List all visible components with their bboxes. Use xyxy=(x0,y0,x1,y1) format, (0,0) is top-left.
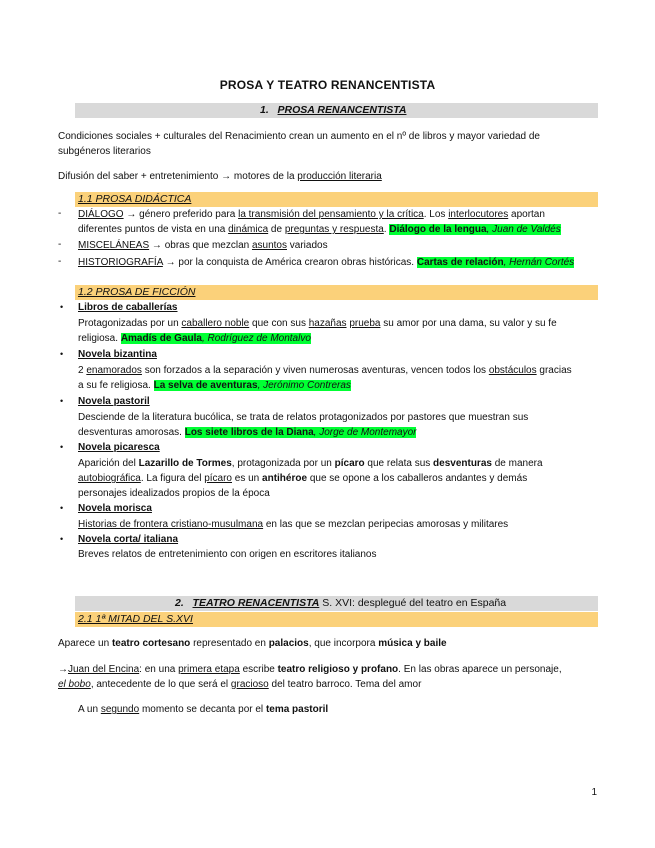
teatro-line-4: A un segundo momento se decanta por el tema pastoril xyxy=(78,704,329,715)
pastoril-line-2: desventuras amorosas. Los siete libros de la Diana, Jorge de Montemayor xyxy=(78,427,417,438)
corta-heading: Novela corta/ italiana xyxy=(78,534,179,545)
caballerias-heading: Libros de caballerías xyxy=(78,302,178,313)
teatro-line-1: Aparece un teatro cortesano representado en palacios, que incorpora música y baile xyxy=(58,638,447,649)
bizantina-line-2: a su fe religiosa. La selva de aventuras, Jerónimo Contreras xyxy=(78,380,351,391)
miscelaneas-line: MISCELÁNEAS → obras que mezclan asuntos variados xyxy=(78,240,328,251)
section-1-header xyxy=(75,103,598,118)
highlight-author: , Jorge de Montemayor xyxy=(313,427,417,438)
bullet-icon: • xyxy=(60,302,64,312)
caballerias-line-1: Protagonizadas por un caballero noble que con sus hazañas prueba su amor por una dama, su valor y su fe xyxy=(78,318,557,329)
intro-line-3: Difusión del saber + entretenimiento → motores de la producción literaria xyxy=(58,171,382,182)
highlight-author: , Hernán Cortés xyxy=(503,257,575,268)
section-2-number: 2. xyxy=(175,597,184,609)
section-1-1-header xyxy=(75,192,598,207)
bullet-icon: • xyxy=(60,442,64,452)
section-1-1-title: 1.1 PROSA DIDÁCTICA xyxy=(78,193,192,205)
highlight-work: Los siete libros de la Diana xyxy=(184,427,314,438)
picaresca-heading: Novela picaresca xyxy=(78,442,160,453)
caballerias-line-2: religiosa. Amadís de Gaula, Rodríguez de Montalvo xyxy=(78,333,311,344)
section-1-2-title: 1.2 PROSA DE FICCIÓN xyxy=(78,286,196,298)
corta-line-1: Breves relatos de entretenimiento con origen en escritores italianos xyxy=(78,549,377,560)
dash-bullet: - xyxy=(58,208,62,219)
page-number: 1 xyxy=(591,787,597,798)
dash-bullet: - xyxy=(58,256,62,267)
section-1-number: 1. xyxy=(260,104,269,116)
bullet-icon: • xyxy=(60,503,64,513)
bullet-icon: • xyxy=(60,396,64,406)
highlight-work: Amadís de Gaula xyxy=(120,333,202,344)
highlight-author: , Rodríguez de Montalvo xyxy=(201,333,311,344)
bullet-icon: • xyxy=(60,534,64,544)
highlight-author: , Jerónimo Contreras xyxy=(257,380,351,391)
highlight-work: Cartas de relación xyxy=(416,257,504,268)
morisca-line-1: Historias de frontera cristiano-musulmana en las que se mezclan peripecias amorosas y militares xyxy=(78,519,509,530)
picaresca-line-2: autobiográfica. La figura del pícaro es un antihéroe que se opone a los caballeros andantes y demás xyxy=(78,473,528,484)
pastoril-line-1: Desciende de la literatura bucólica, se trata de relatos protagonizados por pastores que muestran sus xyxy=(78,412,529,423)
teatro-line-2: →Juan del Encina: en una primera etapa escribe teatro religioso y profano. En las obras aparece un personaje, xyxy=(58,664,562,675)
section-2-1-header xyxy=(75,612,598,627)
intro-line-1: Condiciones sociales + culturales del Renacimiento crean un aumento en el nº de libros y mayor variedad de xyxy=(58,131,540,142)
picaresca-line-1: Aparición del Lazarillo de Tormes, protagonizada por un pícaro que relata sus desventuras de manera xyxy=(78,458,543,469)
highlight-author: , Juan de Valdés xyxy=(486,224,561,235)
morisca-heading: Novela morisca xyxy=(78,503,152,514)
section-1-2-header xyxy=(75,285,598,300)
bullet-icon: • xyxy=(60,349,64,359)
pastoril-heading: Novela pastoril xyxy=(78,396,150,407)
section-2-1-title: 2.1 1ª MITAD DEL S.XVI xyxy=(78,613,193,625)
highlight-work: La selva de aventuras xyxy=(153,380,258,391)
section-2-subtitle: S. XVI: desplegué del teatro en España xyxy=(319,597,507,609)
page-title: PROSA Y TEATRO RENANCENTISTA xyxy=(219,78,436,92)
section-2-header xyxy=(75,596,598,611)
historiografia-line: HISTORIOGRAFÍA → por la conquista de América crearon obras históricas. Cartas de relación, Hernán Cortés xyxy=(78,257,575,268)
arrow-icon: → xyxy=(58,664,68,675)
section-2-title: TEATRO RENACENTISTA xyxy=(192,597,320,609)
highlight-work: Diálogo de la lengua xyxy=(389,224,487,235)
bizantina-heading: Novela bizantina xyxy=(78,349,157,360)
dash-bullet: - xyxy=(58,239,62,250)
dialogo-line-1: DIÁLOGO → género preferido para la transmisión del pensamiento y la crítica. Los interlocutores aportan xyxy=(78,209,545,220)
section-1-title: PROSA RENANCENTISTA xyxy=(277,104,407,116)
bizantina-line-1: 2 enamorados son forzados a la separación y viven numerosas aventuras, vencen todos los obstáculos gracias xyxy=(78,365,572,376)
teatro-line-3: el bobo, antecedente de lo que será el gracioso del teatro barroco. Tema del amor xyxy=(58,679,422,690)
picaresca-line-3: personajes idealizados propios de la época xyxy=(78,488,270,499)
intro-line-2: subgéneros literarios xyxy=(58,146,151,157)
dialogo-line-2: diferentes puntos de vista en una dinámica de preguntas y respuesta. Diálogo de la lengua, Juan de Valdés xyxy=(78,224,561,235)
